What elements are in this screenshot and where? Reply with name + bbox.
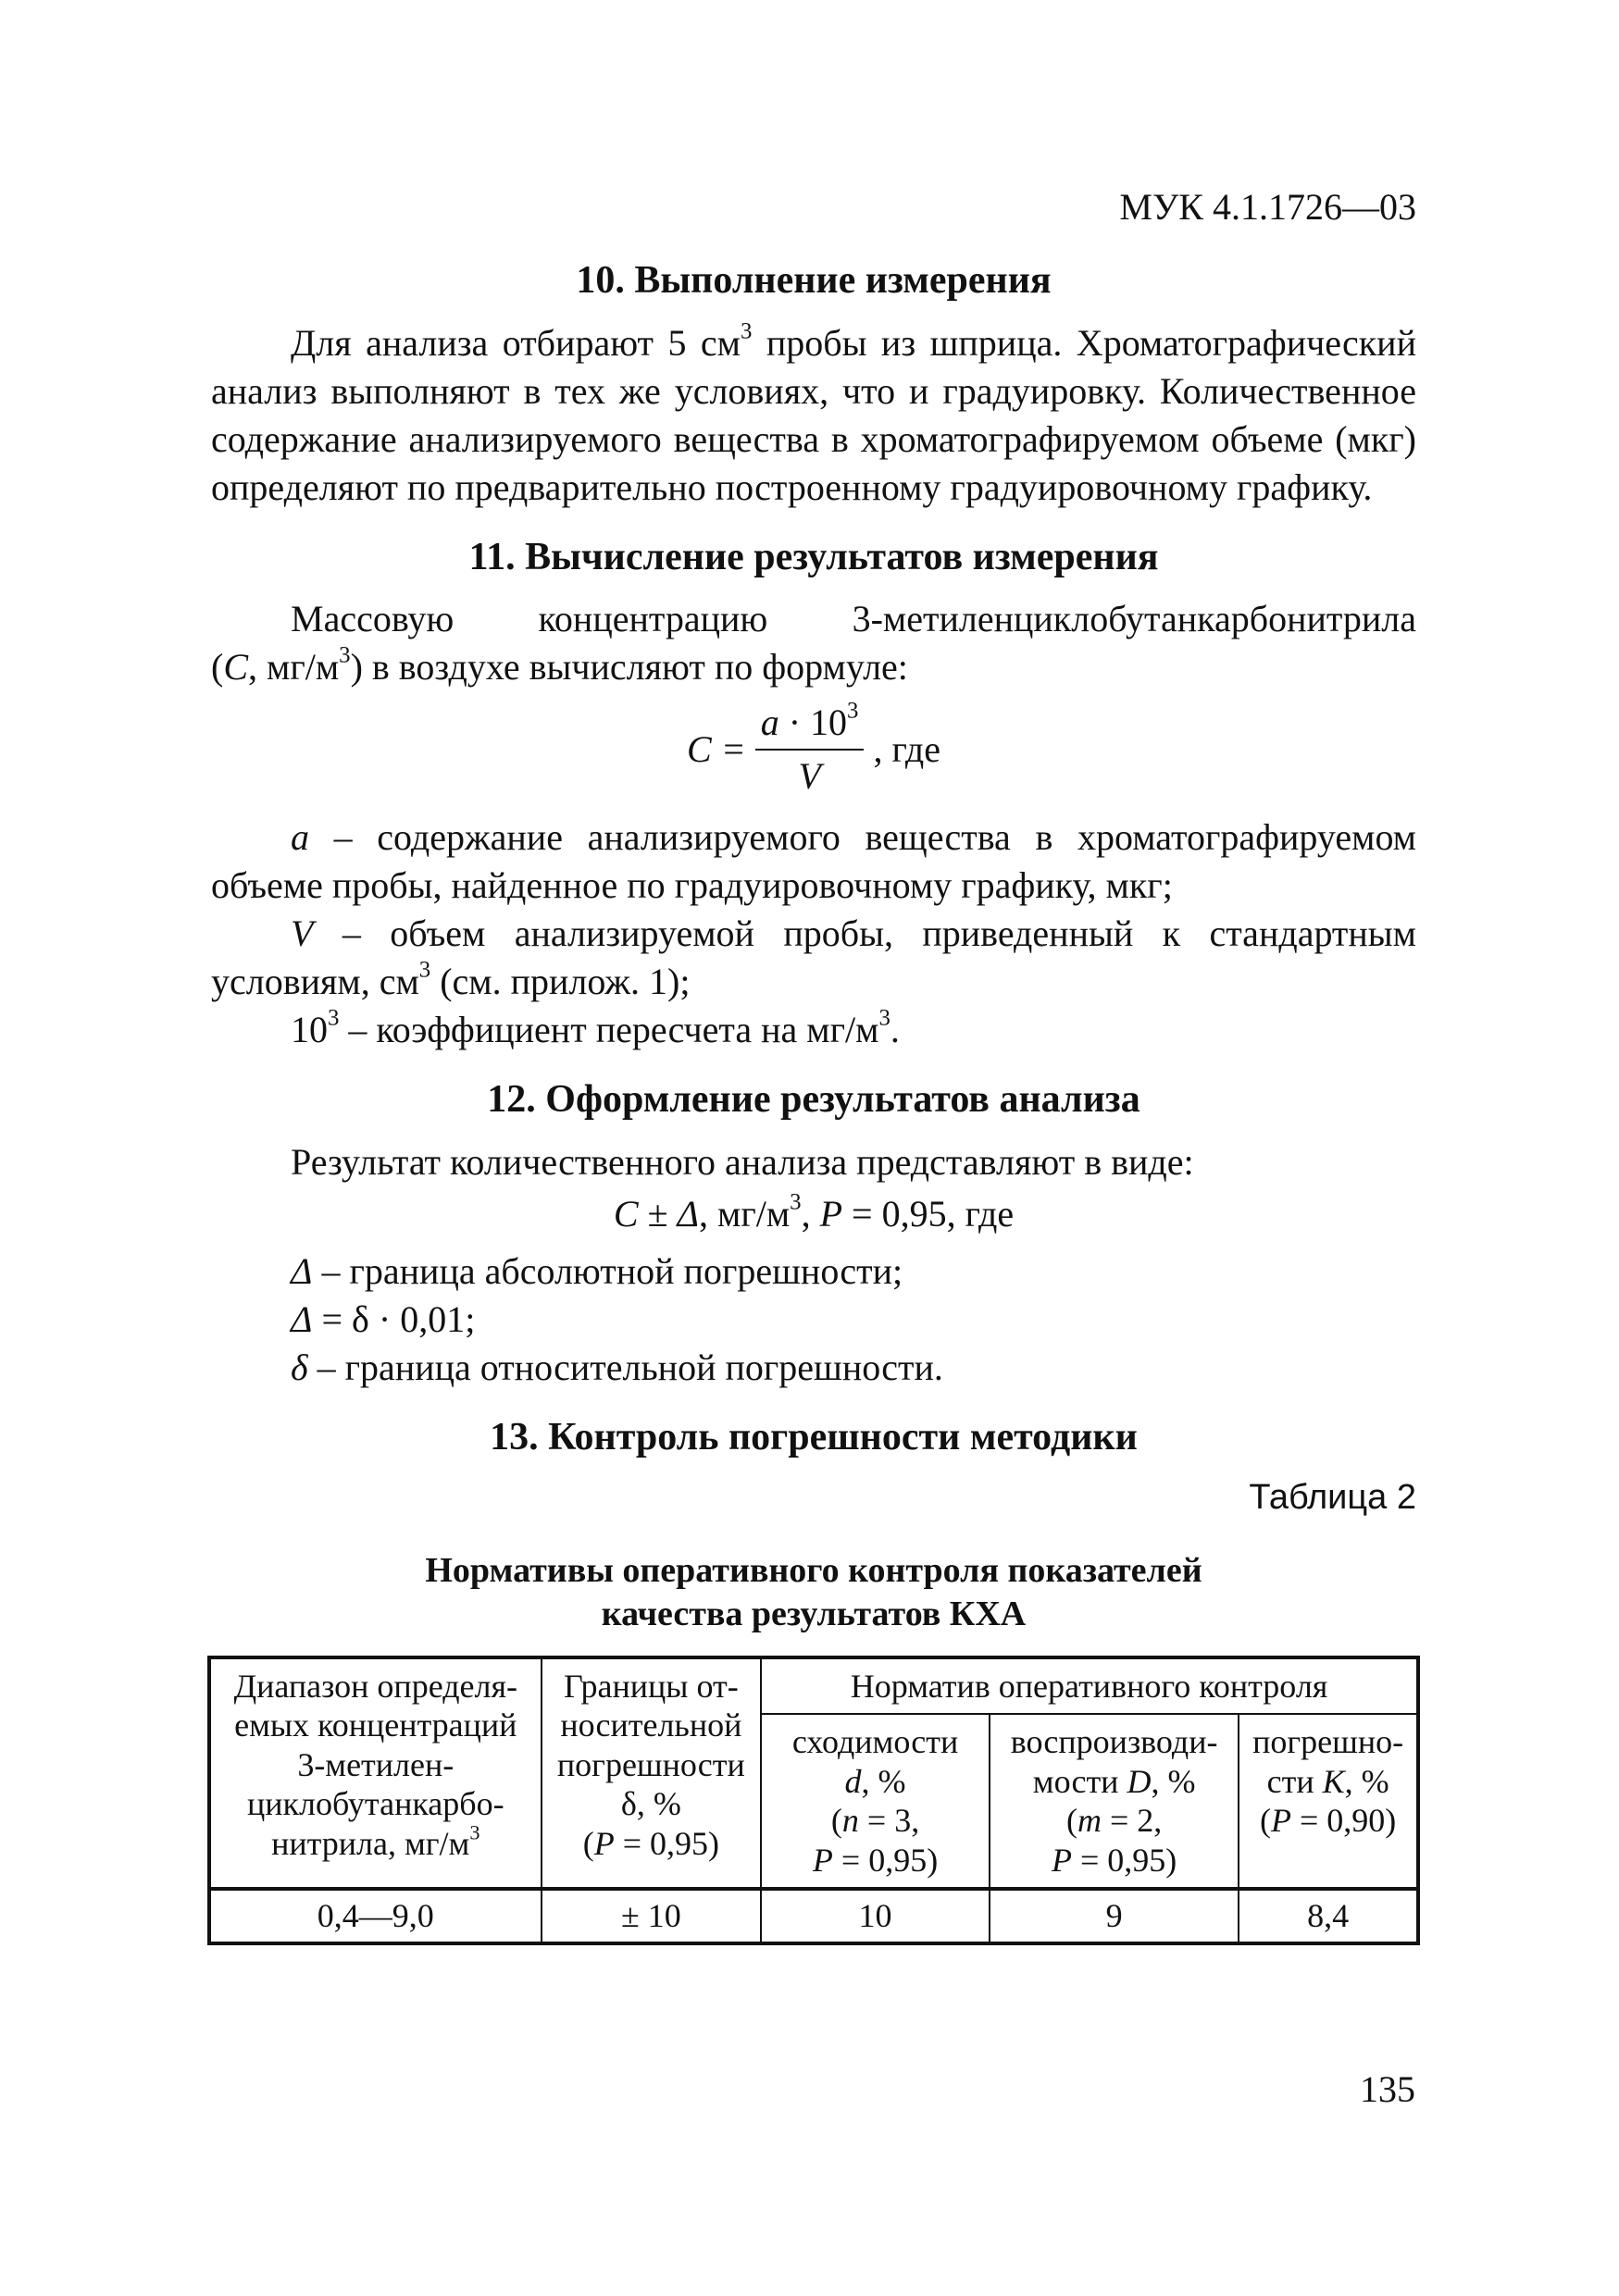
symbol-c: C — [613, 1192, 639, 1235]
definition-text: – граница абсолютной погрешности; — [312, 1249, 903, 1292]
header-text: = 0,95) — [832, 1841, 939, 1879]
header-line — [767, 1801, 983, 1840]
header-line: воспроизводи- — [1010, 1723, 1218, 1761]
page-number: 135 — [1360, 2068, 1415, 2110]
symbol-a: a — [760, 701, 779, 744]
section-13-title: 13. Контроль погрешности методики — [490, 1415, 1138, 1458]
section-10-text-b: пробы из шприца. Хроматографический анализ выполняют в тех же условиях, что и градуировку. Количественное содержание анализируемого вещества в хроматографируемом объеме (мкг) определяют по предварительно построенному градуировочному графику. — [211, 321, 1416, 508]
paren: ( — [211, 646, 224, 689]
definition-v — [211, 910, 1416, 1006]
header-text: = 0,90) — [1290, 1802, 1397, 1840]
result-tail: = 0,95, где — [842, 1192, 1015, 1235]
definition-tail: (см. прилож. 1); — [430, 961, 691, 1003]
definition-text: – объем анализируемой пробы, приведенный к стандартным условиям, см — [211, 912, 1416, 1003]
concentration-formula — [211, 699, 1416, 800]
header-line: сходимости — [791, 1723, 959, 1761]
header-norm: Норматив оперативного контроля — [761, 1657, 1418, 1714]
section-10-paragraph — [211, 319, 1416, 512]
header-text: , % — [861, 1762, 906, 1800]
superscript: 3 — [790, 1189, 802, 1215]
formula-lhs: C = — [687, 728, 746, 771]
symbol-p: P — [812, 1841, 833, 1879]
section-12-intro: Результат количественного анализа представляют в виде: — [291, 1140, 1194, 1183]
table-header-row — [209, 1657, 1418, 1714]
formula-fraction — [755, 699, 865, 800]
symbol-m: m — [1077, 1802, 1102, 1840]
header-line — [996, 1762, 1232, 1801]
table-title-line1: Нормативы оперативного контроля показателей — [425, 1550, 1202, 1590]
definition-text: = δ · 0,01; — [312, 1297, 476, 1340]
header-line — [767, 1841, 983, 1880]
header-text: , % — [1344, 1762, 1389, 1800]
header-text: нитрила, мг/м — [271, 1824, 470, 1862]
formula-suffix: , где — [873, 728, 940, 771]
header-line — [1245, 1801, 1411, 1840]
unit: , мг/м — [248, 646, 340, 689]
table-title-line2: качества результатов КХА — [601, 1595, 1027, 1634]
formula-denominator: V — [798, 755, 821, 798]
header-text: сти — [1266, 1762, 1323, 1800]
formula-numerator — [755, 699, 865, 749]
symbol-p: P — [819, 1192, 843, 1235]
header-text: = 3, — [858, 1802, 920, 1840]
header-convergence — [761, 1714, 990, 1889]
section-10-title: 10. Выполнение измерения — [576, 259, 1052, 302]
header-text: , % — [1151, 1762, 1196, 1800]
header-line — [767, 1762, 983, 1801]
result-expression — [211, 1190, 1416, 1238]
header-text: = 0,95) — [614, 1824, 719, 1862]
superscript: 3 — [847, 698, 859, 724]
definition-relative-error — [211, 1344, 1416, 1392]
header-text: = 0,95) — [1071, 1841, 1177, 1879]
header-line: Границы от- — [563, 1667, 739, 1705]
paren: ( — [830, 1802, 842, 1840]
symbol-d-capital: D — [1127, 1762, 1152, 1800]
unit: , мг/м — [699, 1192, 791, 1235]
plus-minus: ± — [638, 1192, 678, 1235]
superscript: 3 — [339, 642, 351, 668]
definition-a — [211, 813, 1416, 910]
period: . — [890, 1009, 900, 1051]
symbol-v: V — [291, 912, 314, 955]
section-11-title: 11. Вычисление результатов измерения — [468, 535, 1159, 578]
symbol-p: P — [593, 1824, 615, 1862]
superscript: 3 — [878, 1005, 890, 1031]
definition-text: – содержание анализируемого вещества в хроматографируемом объеме пробы, найденное по градуировочному графику, мкг; — [211, 816, 1416, 907]
definition-coefficient — [211, 1006, 1416, 1054]
multiplier: · 10 — [778, 701, 848, 744]
comma: , — [801, 1192, 820, 1235]
header-text: мости — [1032, 1762, 1127, 1800]
table-title — [211, 1549, 1416, 1637]
symbol-delta: Δ — [291, 1297, 313, 1340]
section-10-text-a: Для анализа отбирают 5 см — [291, 321, 741, 364]
definition-delta-formula — [211, 1296, 1416, 1344]
symbol-a: a — [291, 816, 309, 859]
header-line — [996, 1801, 1232, 1840]
header-text: = 2, — [1101, 1802, 1163, 1840]
cell-convergence: 10 — [761, 1889, 990, 1942]
section-11-intro-line1: Массовую концентрацию 3-метиленциклобутанкарбонитрила — [291, 598, 1416, 640]
symbol-delta: Δ — [291, 1249, 313, 1292]
superscript: 3 — [328, 1005, 340, 1031]
header-reproducibility — [990, 1714, 1239, 1889]
superscript: 3 — [469, 1819, 480, 1843]
header-line — [996, 1841, 1232, 1880]
header-line: Диапазон определя- — [233, 1667, 517, 1705]
definition-text: – коэффициент пересчета на мг/м — [339, 1009, 879, 1051]
symbol-p: P — [1051, 1841, 1072, 1879]
definition-delta — [211, 1247, 1416, 1296]
symbol-p: P — [1270, 1802, 1291, 1840]
header-line: δ, % — [620, 1785, 681, 1823]
header-line — [548, 1824, 755, 1863]
header-line: носительной — [560, 1706, 742, 1744]
header-relative-error — [542, 1657, 762, 1889]
symbol-d: d — [844, 1762, 862, 1800]
coefficient: 10 — [291, 1009, 328, 1051]
superscript: 3 — [741, 318, 753, 343]
header-line — [217, 1819, 535, 1863]
section-12-title: 12. Оформление результатов анализа — [487, 1078, 1140, 1122]
paren: ( — [1259, 1802, 1271, 1840]
header-line: погрешно- — [1252, 1723, 1404, 1761]
header-line: 3-метилен- — [297, 1745, 455, 1783]
symbol-k: K — [1322, 1762, 1345, 1800]
superscript: 3 — [418, 957, 431, 983]
norms-table — [207, 1656, 1420, 1945]
cell-error: ± 10 — [542, 1889, 762, 1942]
table-row — [209, 1889, 1418, 1942]
page-content — [211, 183, 1416, 1945]
document-code: МУК 4.1.1726—03 — [1119, 186, 1416, 228]
intro-tail: ) в воздухе вычисляют по формуле: — [350, 646, 908, 689]
header-range — [209, 1657, 542, 1889]
table-caption: Таблица 2 — [1249, 1478, 1416, 1518]
header-line — [1245, 1762, 1411, 1801]
header-accuracy — [1239, 1714, 1418, 1889]
cell-reproducibility: 9 — [990, 1889, 1239, 1942]
header-line: погрешности — [556, 1745, 745, 1783]
paren: ( — [1065, 1802, 1077, 1840]
paren: ( — [582, 1824, 594, 1862]
symbol-delta: Δ — [677, 1192, 700, 1235]
cell-accuracy: 8,4 — [1239, 1889, 1418, 1942]
symbol-small-delta: δ — [291, 1346, 308, 1388]
section-11-intro-line2 — [211, 643, 1416, 691]
definition-text: – граница относительной погрешности. — [307, 1346, 943, 1388]
symbol-c: C — [223, 646, 249, 689]
cell-range: 0,4—9,0 — [209, 1889, 542, 1942]
symbol-n: n — [841, 1802, 859, 1840]
header-line: циклобутанкарбо- — [247, 1785, 504, 1823]
header-line: емых концентраций — [234, 1706, 517, 1744]
